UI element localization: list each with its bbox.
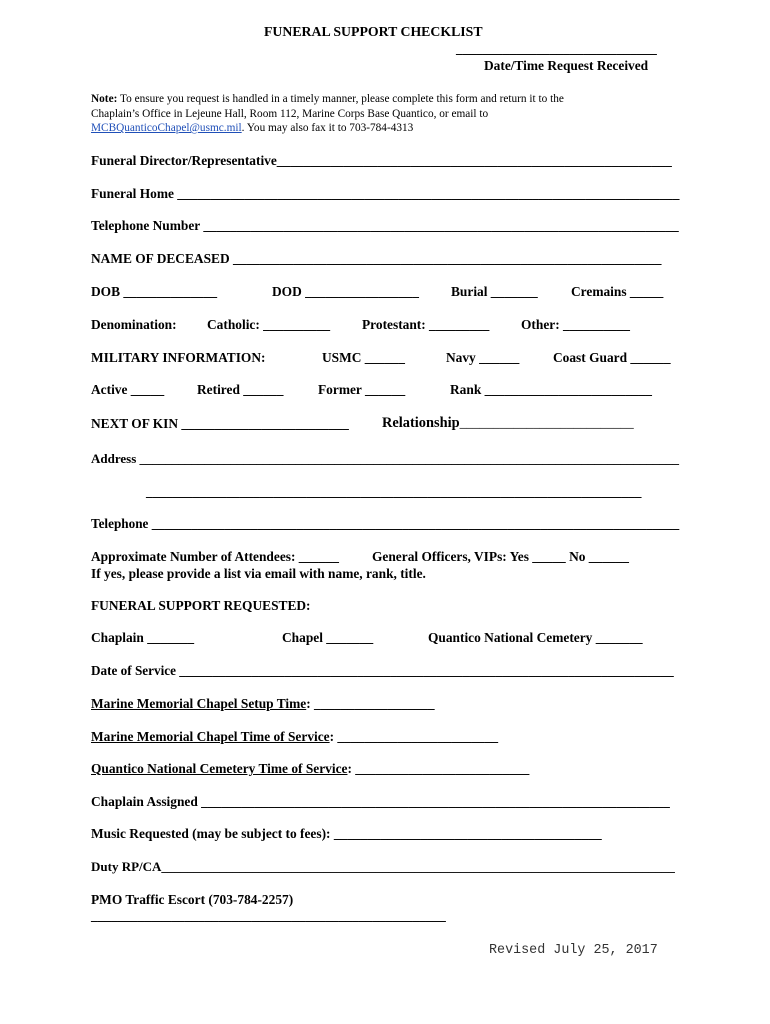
chapel-time-field[interactable] <box>91 729 498 745</box>
date-of-service-field[interactable]: Date of Service ___________________________________________________________________________ <box>91 663 674 678</box>
pmo-escort-line[interactable]: _____________________________________________________ <box>91 908 446 923</box>
coast-guard-field[interactable]: Coast Guard ______ <box>553 350 671 365</box>
next-of-kin-field[interactable]: NEXT OF KIN _________________________ <box>91 416 349 431</box>
duty-rp-field[interactable]: Duty RP/CA_______________________________________________________________________________ <box>91 859 675 874</box>
cremains-field[interactable]: Cremains _____ <box>571 284 664 299</box>
dod-field[interactable]: DOD _________________ <box>272 284 419 299</box>
chapel-time-label: Marine Memorial Chapel Time of Service <box>91 729 330 744</box>
address-field[interactable]: Address ___________________________________________________________________________________ <box>91 451 680 466</box>
retired-field[interactable]: Retired ______ <box>197 382 284 397</box>
note-label: Note: <box>91 93 118 105</box>
qnc-time-label: Quantico National Cemetery Time of Service <box>91 761 348 776</box>
dob-field[interactable]: DOB ______________ <box>91 284 218 299</box>
funeral-home-field[interactable]: Funeral Home ___________________________________________________________________________ <box>91 186 680 201</box>
setup-time-line[interactable]: : __________________ <box>306 696 435 711</box>
telephone-number-field[interactable]: Telephone Number _______________________________________________________________________ <box>91 218 679 233</box>
revised-date: Revised July 25, 2017 <box>489 943 658 958</box>
address-line-2[interactable]: __________________________________________________________________________ <box>146 484 642 499</box>
note-text-3: . You may also fax it to 703-784-4313 <box>241 122 414 134</box>
name-of-deceased-field[interactable]: NAME OF DECEASED ________________________________________________________________ <box>91 251 662 266</box>
relationship-line[interactable]: __________________________ <box>459 415 634 430</box>
chaplain-field[interactable]: Chaplain _______ <box>91 630 195 645</box>
pmo-escort-label: PMO Traffic Escort (703-784-2257) <box>91 892 294 907</box>
music-requested-field[interactable]: Music Requested (may be subject to fees): ________________________________________ <box>91 826 602 841</box>
chapel-time-line[interactable]: : ________________________ <box>329 729 499 744</box>
catholic-field[interactable]: Catholic: __________ <box>207 317 331 332</box>
denomination-label: Denomination: <box>91 317 177 332</box>
vips-field[interactable]: General Officers, VIPs: Yes _____ No ______ <box>372 549 629 564</box>
date-received-label: Date/Time Request Received <box>484 58 649 73</box>
date-received-line[interactable]: ______________________________ <box>456 41 657 56</box>
qnc-field[interactable]: Quantico National Cemetery _______ <box>428 630 643 645</box>
note-line-3 <box>91 121 413 135</box>
email-link[interactable]: MCBQuanticoChapel@usmc.mil <box>91 122 242 134</box>
burial-field[interactable]: Burial _______ <box>451 284 538 299</box>
protestant-field[interactable]: Protestant: _________ <box>362 317 490 332</box>
rank-field[interactable]: Rank _________________________ <box>450 382 652 397</box>
relationship-field[interactable] <box>382 415 634 432</box>
support-requested-heading: FUNERAL SUPPORT REQUESTED: <box>91 598 311 613</box>
other-field[interactable]: Other: __________ <box>521 317 630 332</box>
chapel-field[interactable]: Chapel _______ <box>282 630 374 645</box>
military-info-label: MILITARY INFORMATION: <box>91 350 266 365</box>
usmc-field[interactable]: USMC ______ <box>322 350 405 365</box>
note-line-1 <box>91 92 564 106</box>
active-field[interactable]: Active _____ <box>91 382 165 397</box>
form-title: FUNERAL SUPPORT CHECKLIST <box>264 24 483 39</box>
attendees-field[interactable]: Approximate Number of Attendees: ______ <box>91 549 339 564</box>
telephone-field[interactable]: Telephone ________________________________________________________________________________ <box>91 516 680 531</box>
funeral-director-field[interactable]: Funeral Director/Representative___________________________________________________________ <box>91 153 672 168</box>
navy-field[interactable]: Navy ______ <box>446 350 520 365</box>
relationship-label: Relationship <box>382 415 460 431</box>
chaplain-assigned-field[interactable]: Chaplain Assigned ______________________________________________________________________ <box>91 794 670 809</box>
vips-note: If yes, please provide a list via email with name, rank, title. <box>91 566 426 581</box>
former-field[interactable]: Former ______ <box>318 382 406 397</box>
qnc-time-field[interactable] <box>91 761 529 777</box>
note-text-1: To ensure you request is handled in a timely manner, please complete this form and return it to the <box>119 93 564 105</box>
note-text-2: Chaplain’s Office in Lejeune Hall, Room 112, Marine Corps Base Quantico, or email to <box>91 108 489 120</box>
qnc-time-line[interactable]: : __________________________ <box>347 761 530 776</box>
setup-time-label: Marine Memorial Chapel Setup Time <box>91 696 307 711</box>
setup-time-field[interactable] <box>91 696 435 712</box>
